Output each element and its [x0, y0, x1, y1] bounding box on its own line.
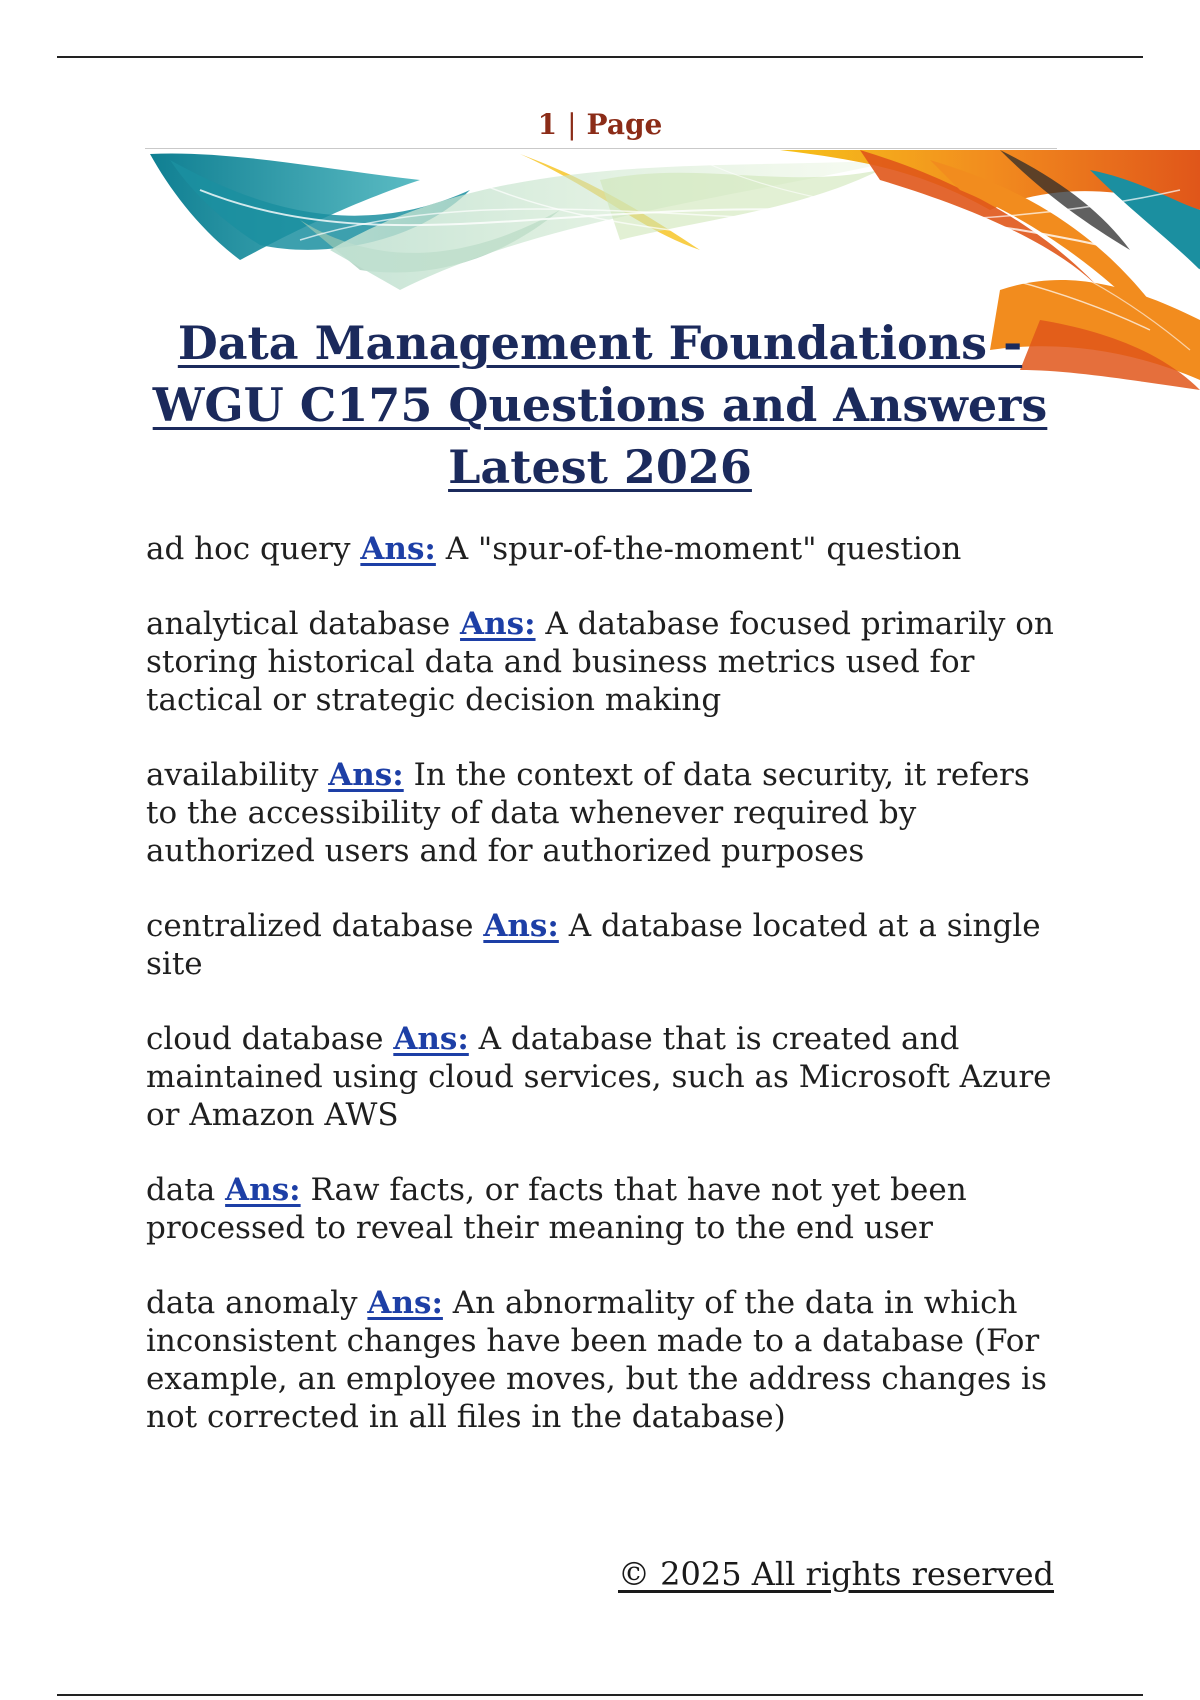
title-line-3: Latest 2026 [448, 440, 752, 494]
answer-label: Ans: [483, 908, 559, 944]
header-underline [145, 148, 1057, 149]
page-word: Page [586, 108, 663, 141]
answer-label: Ans: [460, 606, 536, 642]
glossary-item [146, 756, 1066, 870]
answer-label: Ans: [225, 1172, 301, 1208]
definition: A database focused primarily on storing historical data and business metrics used for tactical or strategic decision making [146, 606, 1054, 718]
term: analytical database [146, 606, 451, 642]
answer-label: Ans: [328, 757, 404, 793]
definition: An abnormality of the data in which inconsistent changes have been made to a database (For example, an employee moves, but the address changes is not corrected in all files in the database) [146, 1285, 1047, 1435]
copyright-notice: © 2025 All rights reserved [618, 1555, 1054, 1593]
glossary-item [146, 530, 1066, 568]
definition: Raw facts, or facts that have not yet been processed to reveal their meaning to the end user [146, 1172, 967, 1246]
page-separator: | [567, 108, 577, 141]
definition: A database located at a single site [146, 908, 1041, 982]
definition: A "spur-of-the-moment" question [445, 531, 962, 567]
glossary-item [146, 1171, 1066, 1247]
term: data anomaly [146, 1285, 358, 1321]
page-number: 1 [537, 108, 558, 141]
term: centralized database [146, 908, 474, 944]
glossary-item [146, 605, 1066, 719]
top-rule [57, 56, 1143, 58]
term: availability [146, 757, 319, 793]
term: data [146, 1172, 216, 1208]
definition: In the context of data security, it refers to the accessibility of data whenever required by authorized users and for authorized purposes [146, 757, 1030, 869]
glossary-item [146, 1284, 1066, 1436]
answer-label: Ans: [393, 1021, 469, 1057]
glossary-item [146, 907, 1066, 983]
document-title [150, 312, 1050, 498]
term: ad hoc query [146, 531, 351, 567]
glossary-item [146, 1020, 1066, 1134]
title-line-1: Data Management Foundations - [177, 316, 1023, 370]
term: cloud database [146, 1021, 384, 1057]
answer-label: Ans: [367, 1285, 443, 1321]
title-line-2: WGU C175 Questions and Answers [152, 378, 1048, 432]
glossary-list [146, 530, 1066, 1473]
definition: A database that is created and maintained using cloud services, such as Microsoft Azure or Amazon AWS [146, 1021, 1052, 1133]
page-header [0, 108, 1200, 141]
bottom-rule [57, 1694, 1143, 1696]
answer-label: Ans: [360, 531, 436, 567]
